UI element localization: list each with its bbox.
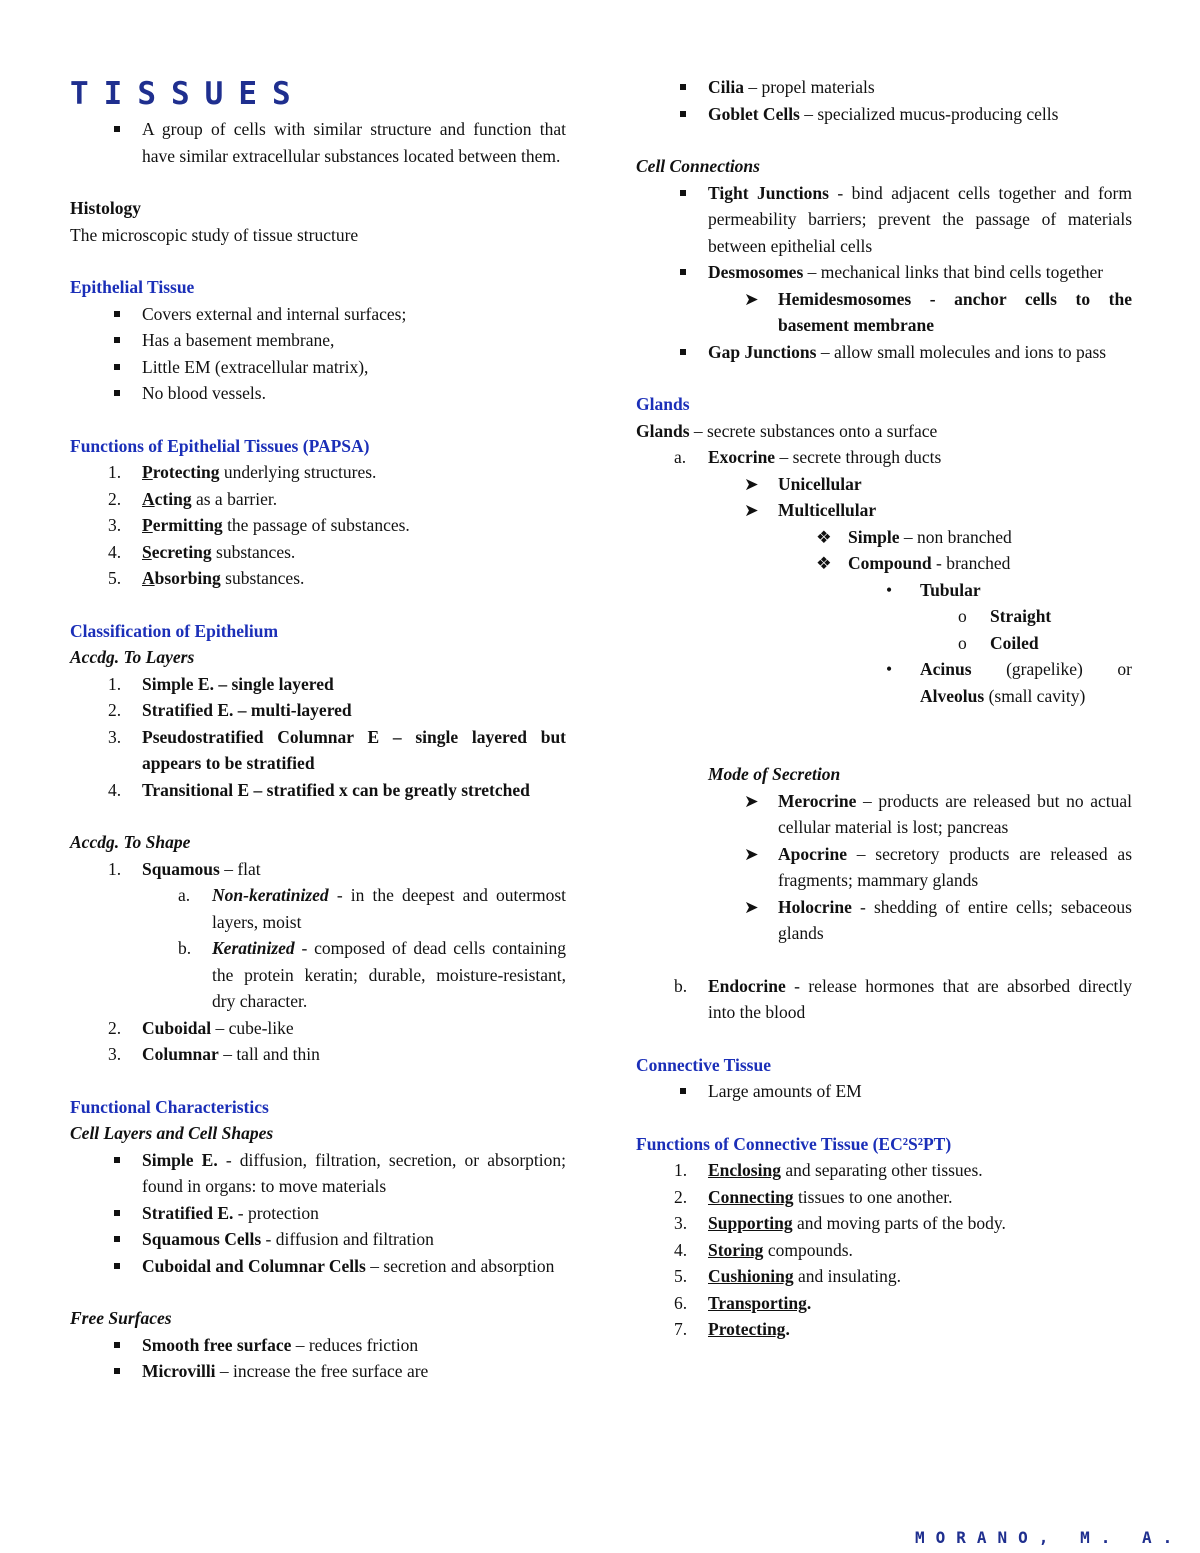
shape-list-continued bbox=[70, 1015, 566, 1068]
compound-sublist-continued bbox=[636, 656, 1132, 709]
item-term: Non-keratinized bbox=[212, 885, 329, 905]
list-item bbox=[70, 1041, 566, 1068]
item-letter: b. bbox=[674, 975, 688, 996]
item-text: Unicellular bbox=[778, 473, 862, 494]
list-item bbox=[70, 512, 566, 539]
list-item bbox=[636, 656, 1132, 709]
item-text: – secrete through ducts bbox=[775, 447, 942, 467]
item-term: Cilia bbox=[708, 77, 744, 97]
functional-list bbox=[70, 1147, 566, 1280]
desmosome-sublist bbox=[636, 286, 1132, 339]
item-number: 3. bbox=[108, 726, 122, 747]
item-text: - bind adjacent cells together and form permeability barriers; prevent the passage of materials between epithelial cells bbox=[708, 182, 1132, 256]
list-item bbox=[636, 286, 1132, 339]
item-number: 1. bbox=[108, 673, 122, 694]
list-item bbox=[70, 1015, 566, 1042]
compound-sublist bbox=[636, 577, 1132, 604]
free-surfaces-list-continued bbox=[636, 74, 1132, 127]
free-surfaces-subheading: Free Surfaces bbox=[70, 1308, 172, 1328]
item-text: Hemidesmosomes - anchor cells to the basement membrane bbox=[778, 288, 1132, 335]
list-item: No blood vessels. bbox=[70, 380, 566, 407]
functional-heading: Functional Characteristics bbox=[70, 1096, 269, 1117]
item-number: 1. bbox=[108, 858, 122, 879]
list-item bbox=[636, 1263, 1132, 1290]
shape-list bbox=[70, 856, 566, 883]
item-term: Stratified E. bbox=[142, 1202, 234, 1223]
item-number: 7. bbox=[674, 1319, 688, 1339]
list-item bbox=[70, 1147, 566, 1200]
spacer bbox=[636, 947, 1132, 973]
list-item bbox=[70, 671, 566, 698]
item-initial: P bbox=[142, 515, 153, 535]
list-item bbox=[636, 841, 1132, 894]
item-text: – products are released but no actual cellular material is lost; pancreas bbox=[778, 790, 1132, 837]
shape-subheading: Accdg. To Shape bbox=[70, 832, 191, 852]
item-term: Connecting bbox=[708, 1186, 794, 1207]
item-term: Enclosing bbox=[708, 1160, 781, 1180]
list-item bbox=[70, 1332, 566, 1359]
item-term: Gap Junctions bbox=[708, 341, 817, 362]
list-item bbox=[636, 180, 1132, 260]
list-item bbox=[636, 973, 1132, 1026]
item-term: Cuboidal and Columnar Cells bbox=[142, 1255, 366, 1276]
item-term: Tight Junctions bbox=[708, 182, 829, 203]
item-text: - branched bbox=[931, 553, 1011, 573]
item-text: and separating other tissues. bbox=[780, 1160, 983, 1180]
list-item bbox=[636, 497, 1132, 524]
list-item bbox=[636, 339, 1132, 366]
free-surfaces-list bbox=[70, 1332, 566, 1385]
item-term: Apocrine bbox=[778, 843, 848, 864]
item-term: Columnar bbox=[142, 1044, 219, 1064]
connective-list bbox=[636, 1078, 1132, 1105]
item-term: Alveolus bbox=[920, 685, 985, 706]
item-term: Cuboidal bbox=[142, 1017, 212, 1038]
classification-heading: Classification of Epithelium bbox=[70, 620, 279, 641]
left-column bbox=[70, 74, 566, 1385]
dot-bullet-icon: • bbox=[886, 579, 893, 600]
circle-bullet-icon: o bbox=[958, 606, 967, 626]
list-item bbox=[636, 259, 1132, 286]
item-text: Pseudostratified Columnar E – single layered but appears to be stratified bbox=[142, 726, 566, 773]
item-text: – mechanical links that bind cells together bbox=[803, 262, 1104, 282]
list-item bbox=[70, 935, 566, 1015]
item-number: 2. bbox=[674, 1186, 688, 1207]
arrow-bullet-icon: ➤ bbox=[744, 500, 759, 520]
arrow-bullet-icon: ➤ bbox=[744, 790, 759, 811]
item-text: Simple E. – single layered bbox=[142, 673, 334, 694]
list-item bbox=[70, 1200, 566, 1227]
arrow-bullet-icon: ➤ bbox=[744, 896, 759, 917]
item-term: Compound bbox=[848, 553, 932, 573]
functions-epithelial-list bbox=[70, 459, 566, 592]
item-term: Keratinized bbox=[212, 938, 295, 958]
item-number: 2. bbox=[108, 1017, 122, 1038]
histology-text: The microscopic study of tissue structure bbox=[70, 224, 359, 245]
item-letter: b. bbox=[178, 938, 192, 958]
item-term: ermitting bbox=[152, 515, 223, 535]
item-initial: S bbox=[142, 541, 152, 562]
item-term: Simple bbox=[848, 526, 900, 547]
functions-connective-heading-text: Functions of Connective Tissue (EC²S²PT) bbox=[636, 1133, 952, 1154]
item-term: Merocrine bbox=[778, 790, 857, 811]
list-item bbox=[70, 777, 566, 804]
item-text: tissues to one another. bbox=[793, 1186, 953, 1207]
item-term: Acinus bbox=[920, 659, 972, 679]
exocrine-sublist bbox=[636, 471, 1132, 524]
item-term: Endocrine bbox=[708, 975, 786, 996]
item-letter: a. bbox=[674, 447, 687, 467]
list-item bbox=[70, 539, 566, 566]
diamond-bullet-icon: ❖ bbox=[816, 553, 832, 573]
list-item bbox=[636, 1210, 1132, 1237]
list-item: Large amounts of EM bbox=[636, 1078, 1132, 1105]
item-text: Tubular bbox=[920, 579, 981, 600]
arrow-bullet-icon: ➤ bbox=[744, 843, 759, 864]
list-item bbox=[636, 894, 1132, 947]
item-letter: a. bbox=[178, 885, 191, 905]
arrow-bullet-icon: ➤ bbox=[744, 288, 759, 309]
item-text: Multicellular bbox=[778, 500, 877, 520]
item-text: - protection bbox=[233, 1202, 319, 1223]
item-term: ecreting bbox=[151, 541, 212, 562]
list-item bbox=[636, 74, 1132, 101]
item-number: 1. bbox=[108, 462, 122, 482]
item-initial: A bbox=[142, 568, 155, 588]
list-item bbox=[636, 603, 1132, 630]
item-text: – allow small molecules and ions to pass bbox=[816, 341, 1107, 362]
list-item: Has a basement membrane, bbox=[70, 327, 566, 354]
item-number: 2. bbox=[108, 488, 122, 509]
list-item bbox=[636, 1237, 1132, 1264]
item-text: Stratified E. – multi-layered bbox=[142, 700, 352, 720]
item-text: Straight bbox=[990, 606, 1052, 626]
list-item: Little EM (extracellular matrix), bbox=[70, 354, 566, 381]
item-term: Cushioning bbox=[708, 1266, 794, 1286]
item-number: 5. bbox=[108, 568, 122, 588]
arrow-bullet-icon: ➤ bbox=[744, 473, 759, 494]
item-term: Supporting bbox=[708, 1213, 793, 1233]
definition-text: – secrete substances onto a surface bbox=[689, 420, 938, 441]
item-text: - in the deepest and outermost layers, moist bbox=[212, 885, 566, 932]
glands-definition bbox=[636, 418, 1132, 445]
functions-connective-heading bbox=[636, 1131, 1132, 1158]
item-term: bsorbing bbox=[154, 568, 221, 588]
layers-subheading: Accdg. To Layers bbox=[70, 647, 195, 667]
item-term: Exocrine bbox=[708, 447, 776, 467]
list-item bbox=[636, 444, 1132, 471]
item-text: . bbox=[785, 1319, 790, 1339]
item-term: Protecting bbox=[708, 1319, 786, 1339]
item-text: - shedding of entire cells; sebaceous glands bbox=[778, 896, 1132, 943]
squamous-sublist bbox=[70, 882, 566, 1015]
histology-heading: Histology bbox=[70, 198, 141, 218]
list-item bbox=[636, 788, 1132, 841]
item-text: - diffusion, filtration, secretion, or absorption; found in organs: to move materials bbox=[142, 1149, 566, 1196]
item-text: (grapelike) or bbox=[971, 659, 1132, 679]
author-footer: MORANO, M. A. bbox=[915, 1528, 1184, 1547]
list-item bbox=[636, 550, 1132, 577]
item-term: cting bbox=[154, 488, 192, 509]
item-text: and moving parts of the body. bbox=[792, 1213, 1006, 1233]
item-text: and insulating. bbox=[793, 1266, 902, 1286]
item-number: 1. bbox=[674, 1160, 688, 1180]
item-text: - diffusion and filtration bbox=[261, 1229, 434, 1249]
cell-layers-subheading: Cell Layers and Cell Shapes bbox=[70, 1123, 274, 1143]
list-item bbox=[636, 1184, 1132, 1211]
cell-connections-list-continued bbox=[636, 339, 1132, 366]
item-term: Transporting bbox=[708, 1292, 807, 1313]
dot-bullet-icon: • bbox=[886, 659, 893, 679]
glands-heading: Glands bbox=[636, 394, 690, 414]
item-term: Holocrine bbox=[778, 896, 852, 917]
right-column bbox=[636, 74, 1132, 1343]
list-item bbox=[70, 486, 566, 513]
list-item bbox=[70, 1358, 566, 1385]
item-text: (small cavity) bbox=[984, 685, 1086, 706]
list-item bbox=[636, 1157, 1132, 1184]
item-number: 3. bbox=[108, 1044, 122, 1064]
functions-connective-list bbox=[636, 1157, 1132, 1343]
item-text: – non branched bbox=[899, 526, 1012, 547]
diamond-bullet-icon: ❖ bbox=[816, 526, 832, 547]
list-item bbox=[70, 697, 566, 724]
tubular-sublist bbox=[636, 603, 1132, 656]
mode-of-secretion-list bbox=[636, 788, 1132, 947]
item-number: 4. bbox=[108, 541, 122, 562]
item-number: 4. bbox=[108, 779, 122, 800]
item-term: Simple E. bbox=[142, 1149, 218, 1170]
functions-epithelial-heading-text: Functions of Epithelial Tissues (PAPSA) bbox=[70, 435, 370, 456]
item-text: – propel materials bbox=[743, 77, 875, 97]
item-text: – specialized mucus-producing cells bbox=[799, 103, 1059, 124]
list-item bbox=[70, 724, 566, 777]
glands-list-continued bbox=[636, 973, 1132, 1026]
list-item bbox=[636, 1290, 1132, 1317]
list-item bbox=[636, 577, 1132, 604]
page-title: TISSUES bbox=[70, 76, 306, 112]
intro-list bbox=[70, 116, 566, 169]
glands-list bbox=[636, 444, 1132, 471]
list-item bbox=[636, 630, 1132, 657]
item-text: Coiled bbox=[990, 632, 1039, 653]
item-text: – secretion and absorption bbox=[365, 1255, 555, 1276]
intro-item: A group of cells with similar structure and function that have similar extracellular substances located between them. bbox=[70, 116, 566, 169]
list-item bbox=[636, 471, 1132, 498]
item-text: – cube-like bbox=[211, 1017, 294, 1038]
item-term: Squamous bbox=[142, 858, 220, 879]
cell-connections-subheading: Cell Connections bbox=[636, 156, 760, 176]
list-item bbox=[636, 524, 1132, 551]
item-text: - release hormones that are absorbed directly into the blood bbox=[708, 975, 1132, 1022]
item-text: as a barrier. bbox=[191, 488, 278, 509]
item-term: Desmosomes bbox=[708, 262, 804, 282]
mode-of-secretion-subheading: Mode of Secretion bbox=[708, 764, 841, 784]
item-number: 2. bbox=[108, 700, 122, 720]
item-term: Smooth free surface bbox=[142, 1334, 292, 1355]
item-text: substances. bbox=[211, 541, 296, 562]
item-initial: A bbox=[142, 488, 155, 509]
functions-epithelial-heading bbox=[70, 433, 566, 460]
item-term: rotecting bbox=[152, 462, 220, 482]
connective-heading: Connective Tissue bbox=[636, 1054, 771, 1075]
list-item bbox=[70, 1253, 566, 1280]
item-text: – reduces friction bbox=[291, 1334, 419, 1355]
circle-bullet-icon: o bbox=[958, 632, 967, 653]
spacer bbox=[636, 709, 1132, 735]
item-text: – secretory products are released as fragments; mammary glands bbox=[778, 843, 1132, 890]
item-text: substances. bbox=[220, 568, 305, 588]
cell-connections-list bbox=[636, 180, 1132, 286]
item-number: 3. bbox=[108, 515, 122, 535]
list-item: Covers external and internal surfaces; bbox=[70, 301, 566, 328]
item-text: . bbox=[806, 1292, 812, 1313]
item-text: - composed of dead cells containing the protein keratin; durable, moisture-resistant, dry character. bbox=[212, 938, 566, 1011]
epithelial-heading: Epithelial Tissue bbox=[70, 277, 195, 297]
list-item bbox=[70, 1226, 566, 1253]
definition-term: Glands bbox=[636, 420, 690, 441]
item-number: 6. bbox=[674, 1292, 688, 1313]
item-number: 4. bbox=[674, 1239, 688, 1260]
item-text: – tall and thin bbox=[218, 1044, 320, 1064]
item-text: Transitional E – stratified x can be greatly stretched bbox=[142, 779, 530, 800]
multicellular-sublist bbox=[636, 524, 1132, 577]
list-item bbox=[70, 882, 566, 935]
item-number: 5. bbox=[674, 1266, 688, 1286]
item-text: underlying structures. bbox=[219, 462, 377, 482]
item-term: Microvilli bbox=[142, 1361, 216, 1381]
item-text: the passage of substances. bbox=[222, 515, 410, 535]
list-item bbox=[636, 1316, 1132, 1343]
list-item bbox=[70, 856, 566, 883]
item-text: compounds. bbox=[763, 1239, 853, 1260]
layers-list bbox=[70, 671, 566, 804]
item-term: Storing bbox=[708, 1239, 764, 1260]
list-item bbox=[70, 459, 566, 486]
item-initial: P bbox=[142, 462, 153, 482]
item-text: – increase the free surface are bbox=[215, 1361, 429, 1381]
list-item bbox=[70, 565, 566, 592]
item-number: 3. bbox=[674, 1213, 688, 1233]
list-item bbox=[636, 101, 1132, 128]
item-term: Squamous Cells bbox=[142, 1229, 262, 1249]
item-text: – flat bbox=[219, 858, 261, 879]
item-term: Goblet Cells bbox=[708, 103, 800, 124]
epithelial-list bbox=[70, 301, 566, 407]
